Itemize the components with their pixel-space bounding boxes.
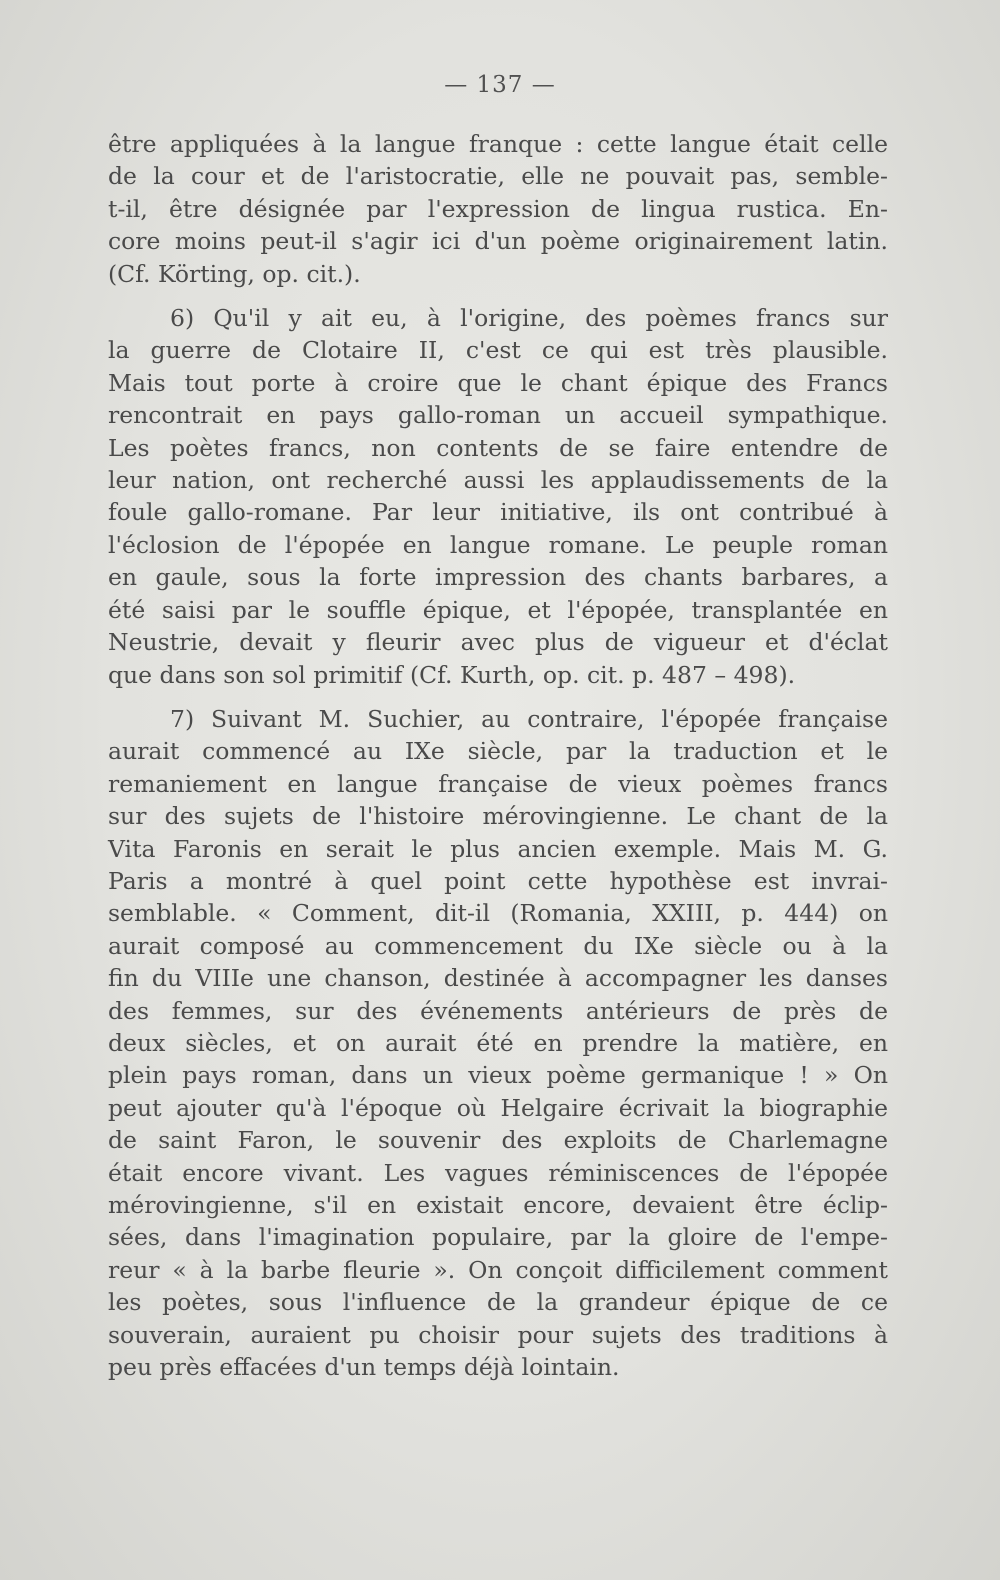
text-line: être appliquées à la langue franque : cette langue était celle bbox=[108, 130, 888, 158]
paragraph-7 bbox=[108, 703, 888, 1384]
text-line: de la cour et de l'aristocratie, elle ne pouvait pas, semble- bbox=[108, 162, 888, 191]
text-line: t-il, être désignée par l'expression de lingua rustica. En- bbox=[108, 194, 888, 223]
text-line: de saint Faron, le souvenir des exploits de Charlemagne bbox=[108, 1126, 888, 1155]
text-line: sées, dans l'imagination populaire, par la gloire de l'empe- bbox=[108, 1223, 888, 1252]
text-line: core moins peut-il s'agir ici d'un poème originairement latin. bbox=[108, 227, 888, 256]
text-line: leur nation, ont recherché aussi les applaudissements de la bbox=[108, 466, 888, 495]
text-line: était encore vivant. Les vagues réminiscences de l'épopée bbox=[108, 1158, 888, 1187]
text-line: deux siècles, et on aurait été en prendre la matière, en bbox=[108, 1028, 888, 1057]
text-line: que dans son sol primitif (Cf. Kurth, op. cit. p. 487 – 498). bbox=[108, 660, 796, 689]
text-line: Neustrie, devait y fleurir avec plus de vigueur et d'éclat bbox=[108, 628, 888, 657]
text-line: l'éclosion de l'épopée en langue romane. Le peuple roman bbox=[108, 530, 888, 559]
text-line: peut ajouter qu'à l'époque où Helgaire écrivait la biographie bbox=[108, 1093, 888, 1122]
text-line: remaniement en langue française de vieux poèmes francs bbox=[108, 769, 888, 798]
text-line: été saisi par le souffle épique, et l'épopée, transplantée en bbox=[108, 595, 888, 624]
text-line: les poètes, sous l'influence de la grandeur épique de ce bbox=[108, 1288, 888, 1317]
text-line: fin du VIIIe une chanson, destinée à accompagner les danses bbox=[108, 964, 888, 993]
text-line: sur des sujets de l'histoire mérovingienne. Le chant de la bbox=[108, 802, 888, 831]
text-line: mérovingienne, s'il en existait encore, devaient être éclip- bbox=[108, 1191, 888, 1219]
text-line: aurait commencé au IXe siècle, par la traduction et le bbox=[108, 737, 888, 766]
paragraph-continuation bbox=[108, 128, 888, 290]
text-line: (Cf. Körting, op. cit.). bbox=[108, 259, 361, 288]
text-line: des femmes, sur des événements antérieurs de près de bbox=[108, 996, 888, 1025]
text-line: aurait composé au commencement du IXe siècle ou à la bbox=[108, 931, 888, 960]
text-line: semblable. « Comment, dit-il (Romania, XXIII, p. 444) on bbox=[108, 899, 888, 928]
text-line: 7) Suivant M. Suchier, au contraire, l'épopée française bbox=[170, 704, 888, 733]
text-line: souverain, auraient pu choisir pour sujets des traditions à bbox=[108, 1320, 888, 1349]
text-line: Mais tout porte à croire que le chant épique des Francs bbox=[108, 368, 888, 397]
text-line: foule gallo-romane. Par leur initiative, ils ont contribué à bbox=[108, 498, 888, 527]
text-line: en gaule, sous la forte impression des chants barbares, a bbox=[108, 563, 888, 592]
text-line: 6) Qu'il y ait eu, à l'origine, des poèmes francs sur bbox=[170, 304, 888, 333]
paragraph-6 bbox=[108, 302, 888, 691]
text-line: plein pays roman, dans un vieux poème germanique ! » On bbox=[108, 1061, 888, 1090]
text-line: Vita Faronis en serait le plus ancien exemple. Mais M. G. bbox=[108, 834, 888, 863]
text-line: Les poètes francs, non contents de se faire entendre de bbox=[108, 433, 888, 462]
text-line: peu près effacées d'un temps déjà lointain. bbox=[108, 1353, 620, 1382]
text-line: Paris a montré à quel point cette hypothèse est invrai- bbox=[108, 866, 888, 895]
text-line: la guerre de Clotaire II, c'est ce qui est très plausible. bbox=[108, 336, 888, 365]
page-number: — 137 — bbox=[444, 72, 556, 98]
text-line: reur « à la barbe fleurie ». On conçoit difficilement comment bbox=[108, 1255, 888, 1284]
text-line: rencontrait en pays gallo-roman un accueil sympathique. bbox=[108, 401, 888, 430]
body-text bbox=[108, 128, 888, 1395]
